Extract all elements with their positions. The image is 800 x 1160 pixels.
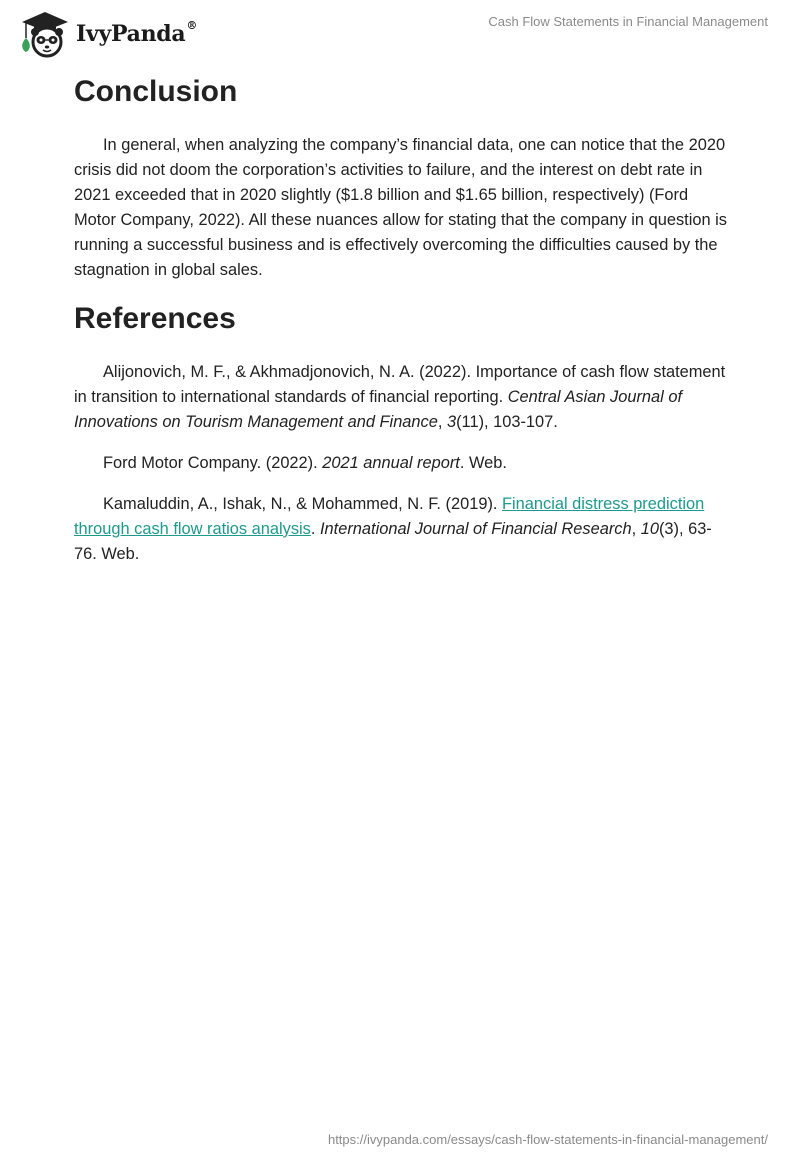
references-heading: References: [74, 302, 236, 335]
reference-item: Alijonovich, M. F., & Akhmadjonovich, N. A. (2022). Importance of cash flow statement in transition to international standards of financial reporting. Central Asian Journal of Innovations on Tourism Management and Finance, 3(11), 103-107.: [74, 363, 726, 431]
footer-url: https://ivypanda.com/essays/cash-flow-statements-in-financial-management/: [327, 1132, 768, 1147]
reference-link[interactable]: Financial distress prediction through cash flow ratios analysis: [74, 495, 705, 538]
conclusion-section: [74, 71, 728, 283]
report-title: 2021 annual report: [322, 454, 460, 472]
registered-mark: ®: [186, 18, 198, 32]
reference-item: Ford Motor Company. (2022). 2021 annual report. Web.: [103, 454, 507, 472]
conclusion-paragraph: In general, when analyzing the company’s financial data, one can notice that the 2020 crisis did not doom the corporation’s activities to failure, and the interest on debt rate in 2021 exceeded that in 2020 slightly ($1.8 billion and $1.65 billion, respectively) (Ford Motor Company, 2022). All these nuances allow for stating that the company in question is running a successful business and is effectively overcoming the difficulties caused by the stagnation in global sales.: [74, 136, 727, 279]
panda-graduate-icon: [14, 8, 76, 58]
brand-name: IvyPanda®: [76, 18, 198, 47]
document-title: Cash Flow Statements in Financial Management: [488, 14, 768, 29]
references-section: [74, 298, 728, 567]
conclusion-heading: Conclusion: [74, 75, 238, 108]
journal-volume: 3: [446, 413, 457, 431]
page-header: [0, 0, 800, 64]
reference-item: Kamaluddin, A., Ishak, N., & Mohammed, N. F. (2019). Financial distress prediction through cash flow ratios analysis. International Journal of Financial Research, 10(3), 63-76. Web.: [74, 495, 712, 563]
brand-logo[interactable]: [14, 8, 197, 58]
journal-title: International Journal of Financial Research: [319, 520, 632, 538]
journal-title: Central Asian Journal of Innovations on Tourism Management and Finance: [74, 388, 683, 431]
essay-content: [74, 70, 728, 567]
journal-volume: 10: [640, 520, 659, 538]
